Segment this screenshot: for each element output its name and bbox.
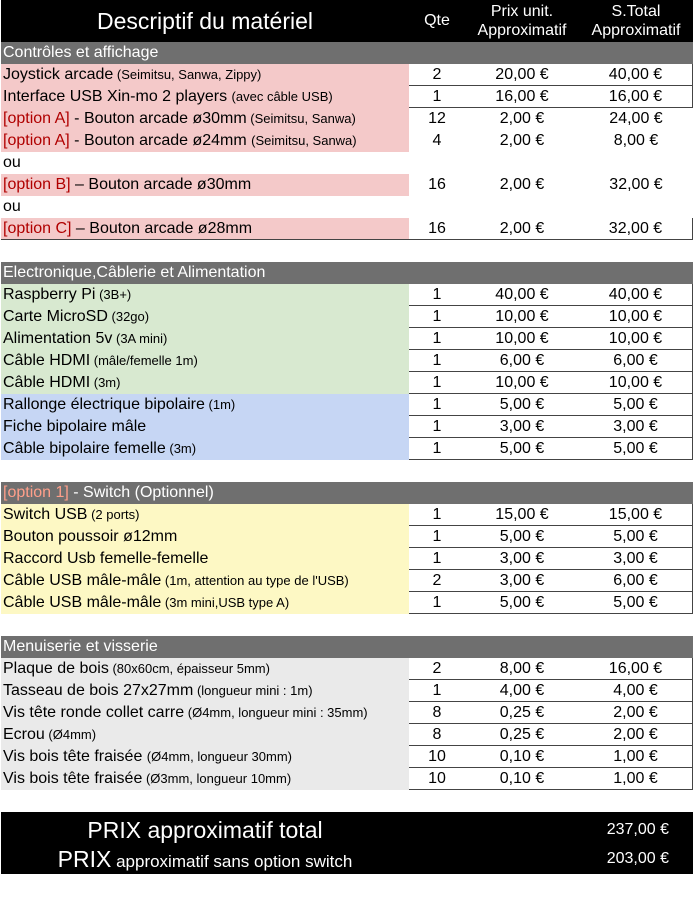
item-detail: (avec câble USB): [231, 89, 333, 104]
item-label: [1, 658, 409, 680]
or-row: [1, 152, 693, 174]
item-qty: 1: [409, 328, 465, 350]
item-subtotal: 8,00 €: [613, 132, 659, 149]
section-title: Electronique,Câblerie et Alimentation: [1, 262, 409, 284]
table-row: [1, 504, 693, 526]
item-unit-price: 10,00 €: [465, 328, 579, 350]
section-fill: [409, 42, 693, 64]
table-row: [1, 724, 693, 746]
item-subtotal: 10,00 €: [579, 306, 693, 328]
item-subtotal: 6,00 €: [579, 350, 693, 372]
section-title: Contrôles et affichage: [1, 42, 409, 64]
item-label: [1, 372, 409, 394]
item-qty: 2: [409, 64, 465, 86]
item-subtotal: 16,00 €: [579, 658, 693, 680]
table-row: [1, 526, 693, 548]
item-label: [1, 680, 409, 702]
item-unit-price: 4,00 €: [465, 680, 579, 702]
item-qty: 16: [409, 218, 465, 240]
item-name: Fiche bipolaire mâle: [3, 418, 147, 435]
item-label: [1, 592, 409, 614]
item-label: [1, 394, 409, 416]
section-title: [1, 482, 409, 504]
spacer: [1, 790, 693, 812]
item-unit-price: 15,00 €: [465, 504, 579, 526]
total-no-switch-prefix: PRIX: [57, 846, 112, 872]
item-label: [1, 130, 409, 152]
table-row: [1, 64, 693, 86]
item-detail: (32go): [107, 309, 150, 324]
table-row: [1, 658, 693, 680]
or-row: [1, 196, 693, 218]
option-tag: [option 1]: [3, 484, 69, 501]
item-qty: 1: [409, 394, 465, 416]
item-qty: 1: [409, 416, 465, 438]
item-subtotal: 1,00 €: [579, 768, 693, 790]
item-qty: 1: [409, 284, 465, 306]
table-row: [1, 548, 693, 570]
item-name: Raspberry Pi: [3, 286, 96, 303]
item-label: [1, 702, 409, 724]
section-title: Menuiserie et visserie: [1, 636, 409, 658]
item-label: [1, 416, 409, 438]
item-name: Ecrou: [3, 726, 45, 743]
table-row: [1, 768, 693, 790]
header-sub-line1: S.Total: [611, 3, 661, 20]
item-qty: 8: [409, 724, 465, 746]
item-subtotal: 5,00 €: [579, 394, 693, 416]
item-name: - Bouton arcade ø24mm: [69, 132, 252, 149]
item-unit-price: 6,00 €: [465, 350, 579, 372]
item-name: Joystick arcade: [3, 66, 114, 83]
table-row: [1, 438, 693, 460]
section-header-woodwork: [1, 636, 693, 658]
total-value: 237,00 €: [606, 821, 669, 838]
item-detail: (1m): [204, 397, 236, 412]
item-detail: (Seimitsu, Sanwa): [251, 133, 357, 148]
item-label: [1, 746, 409, 768]
item-detail: (3m): [90, 375, 121, 390]
table-row: [1, 328, 693, 350]
item-unit-price: 0,25 €: [465, 724, 579, 746]
item-subtotal: 3,00 €: [579, 548, 693, 570]
item-detail: (Seimitsu, Sanwa, Zippy): [113, 67, 262, 82]
item-label: [1, 328, 409, 350]
item-name: Bouton poussoir ø12mm: [3, 528, 178, 545]
table-row: [1, 306, 693, 328]
section-header-electronics: [1, 262, 693, 284]
section-header-controls: [1, 42, 693, 64]
item-subtotal: 6,00 €: [579, 570, 693, 592]
item-subtotal: 1,00 €: [579, 746, 693, 768]
item-unit-price: 3,00 €: [465, 548, 579, 570]
item-label: [1, 526, 409, 548]
section-fill: [409, 262, 693, 284]
item-detail: (3m): [165, 441, 197, 456]
table-row: [1, 218, 693, 240]
item-unit-price: 0,10 €: [465, 746, 579, 768]
table-row: [1, 174, 693, 196]
item-unit-price: 8,00 €: [465, 658, 579, 680]
total-row: [1, 816, 693, 844]
item-unit-price: 2,00 €: [465, 218, 579, 240]
item-label: [1, 108, 409, 130]
item-label: [1, 350, 409, 372]
item-detail: (3A mini): [112, 331, 168, 346]
item-unit-price: 40,00 €: [465, 284, 579, 306]
item-name: Vis bois tête fraisée: [3, 770, 143, 787]
item-label: [1, 548, 409, 570]
item-unit-price: 3,00 €: [465, 416, 579, 438]
total-no-switch-value: 203,00 €: [606, 850, 669, 867]
item-subtotal: 10,00 €: [579, 372, 693, 394]
or-label: ou: [3, 198, 21, 215]
item-name: Interface USB Xin-mo 2 players: [3, 88, 232, 105]
item-detail: (3B+): [95, 287, 132, 302]
item-subtotal: 24,00 €: [609, 110, 663, 127]
header-subtotal: [579, 0, 693, 42]
table-row: [1, 350, 693, 372]
item-name: Rallonge électrique bipolaire: [3, 396, 205, 413]
option-tag: [option A]: [3, 110, 70, 127]
spacer: [1, 460, 693, 482]
item-subtotal: 5,00 €: [579, 592, 693, 614]
header-title: Descriptif du matériel: [96, 8, 314, 34]
item-subtotal: 40,00 €: [579, 64, 693, 86]
item-name: Carte MicroSD: [3, 308, 108, 325]
item-unit-price: 2,00 €: [499, 110, 545, 127]
item-label: [1, 724, 409, 746]
item-name: - Bouton arcade ø30mm: [69, 110, 247, 127]
header-unit-line1: Prix unit.: [490, 3, 554, 20]
item-detail: (Ø4mm): [44, 727, 97, 742]
item-subtotal: 32,00 €: [609, 176, 663, 193]
table-row: [1, 416, 693, 438]
table-row: [1, 680, 693, 702]
item-unit-price: 16,00 €: [465, 86, 579, 108]
item-unit-price: 5,00 €: [465, 526, 579, 548]
item-qty: 10: [409, 768, 465, 790]
spacer: [1, 614, 693, 636]
item-detail: (Ø3mm, longueur 10mm): [142, 771, 292, 786]
item-subtotal: 15,00 €: [579, 504, 693, 526]
header-unit-price: [465, 0, 579, 42]
item-label: [1, 570, 409, 592]
item-label: [1, 306, 409, 328]
equipment-sheet: [1, 0, 693, 874]
item-detail: (3m mini,USB type A): [161, 595, 290, 610]
item-subtotal: 5,00 €: [579, 526, 693, 548]
item-label: [1, 768, 409, 790]
table-header: [1, 0, 693, 42]
item-name: Câble USB mâle-mâle: [3, 572, 162, 589]
item-qty: 10: [409, 746, 465, 768]
item-label: [1, 284, 409, 306]
item-detail: (Seimitsu, Sanwa): [246, 111, 356, 126]
item-name: – Bouton arcade ø30mm: [70, 176, 252, 193]
item-detail: (2 ports): [87, 507, 140, 522]
item-qty: 8: [409, 702, 465, 724]
item-name: Tasseau de bois 27x27mm: [3, 682, 194, 699]
item-qty: 1: [409, 526, 465, 548]
section-header-switch: [1, 482, 693, 504]
item-unit-price: 10,00 €: [465, 372, 579, 394]
item-qty: 12: [428, 110, 446, 127]
item-unit-price: 20,00 €: [465, 64, 579, 86]
section-fill: [409, 482, 693, 504]
or-label: ou: [3, 154, 21, 171]
item-qty: 1: [409, 548, 465, 570]
item-unit-price: 2,00 €: [499, 132, 545, 149]
total-label: PRIX approximatif total: [87, 817, 323, 843]
total-no-switch-row: [1, 846, 693, 872]
item-qty: 1: [409, 350, 465, 372]
item-subtotal: 4,00 €: [579, 680, 693, 702]
item-label: [1, 86, 409, 108]
item-unit-price: 3,00 €: [465, 570, 579, 592]
item-detail: (1m, attention au type de l'USB): [161, 573, 349, 588]
table-row: [1, 394, 693, 416]
item-subtotal: 32,00 €: [579, 218, 693, 240]
item-unit-price: 10,00 €: [465, 306, 579, 328]
item-qty: 1: [409, 592, 465, 614]
item-unit-price: 0,10 €: [465, 768, 579, 790]
item-detail: (80x60cm, épaisseur 5mm): [108, 661, 270, 676]
item-detail: (longueur mini : 1m): [193, 683, 313, 698]
item-qty: 4: [432, 132, 442, 149]
item-subtotal: 3,00 €: [579, 416, 693, 438]
table-row: [1, 130, 693, 152]
item-unit-price: 2,00 €: [499, 176, 545, 193]
item-name: – Bouton arcade ø28mm: [71, 220, 253, 237]
item-qty: 1: [409, 86, 465, 108]
item-name: Raccord Usb femelle-femelle: [3, 550, 209, 567]
total-no-switch-label: [1, 846, 409, 876]
item-qty: 2: [409, 570, 465, 592]
table-row: [1, 108, 693, 130]
item-unit-price: 0,25 €: [465, 702, 579, 724]
item-subtotal: 5,00 €: [579, 438, 693, 460]
option-tag: [option B]: [3, 176, 71, 193]
item-name: Câble HDMI: [3, 374, 91, 391]
item-label: [1, 64, 409, 86]
table-row: [1, 372, 693, 394]
item-label: [1, 438, 409, 460]
option-tag: [option A]: [3, 132, 70, 149]
item-qty: 1: [409, 306, 465, 328]
item-name: Câble bipolaire femelle: [3, 440, 166, 457]
item-name: Switch USB: [3, 506, 88, 523]
item-detail: (Ø4mm, longueur 30mm): [146, 749, 292, 764]
item-unit-price: 5,00 €: [465, 438, 579, 460]
total-no-switch-text: approximatif sans option switch: [111, 852, 353, 871]
item-qty: 16: [428, 176, 446, 193]
item-qty: 1: [409, 504, 465, 526]
item-name: Plaque de bois: [3, 660, 109, 677]
item-label: [1, 504, 409, 526]
item-name: Câble HDMI: [3, 352, 91, 369]
item-label: [1, 218, 409, 240]
item-name: Vis tête ronde collet carre: [3, 704, 185, 721]
spacer: [1, 240, 693, 262]
header-sub-line2: Approximatif: [591, 22, 681, 39]
table-row: [1, 702, 693, 724]
table-row: [1, 746, 693, 768]
totals-block: [1, 812, 693, 874]
item-name: Alimentation 5v: [3, 330, 113, 347]
item-name: Câble USB mâle-mâle: [3, 594, 162, 611]
option-tag: [option C]: [3, 220, 72, 237]
item-subtotal: 40,00 €: [579, 284, 693, 306]
table-row: [1, 284, 693, 306]
item-label: [1, 174, 409, 196]
item-subtotal: 2,00 €: [579, 702, 693, 724]
item-detail: (Ø4mm, longueur mini : 35mm): [184, 705, 368, 720]
item-unit-price: 5,00 €: [465, 394, 579, 416]
item-unit-price: 5,00 €: [465, 592, 579, 614]
section-fill: [409, 636, 693, 658]
table-row: [1, 592, 693, 614]
item-qty: 1: [409, 372, 465, 394]
table-row: [1, 570, 693, 592]
item-subtotal: 16,00 €: [579, 86, 693, 108]
item-name: Vis bois tête fraisée: [3, 748, 147, 765]
header-qty: Qte: [424, 12, 450, 29]
item-subtotal: 2,00 €: [579, 724, 693, 746]
section-title-rest: - Switch (Optionnel): [68, 484, 214, 501]
item-subtotal: 10,00 €: [579, 328, 693, 350]
item-detail: (mâle/femelle 1m): [90, 353, 198, 368]
item-qty: 1: [409, 680, 465, 702]
item-qty: 2: [409, 658, 465, 680]
item-qty: 1: [409, 438, 465, 460]
table-row: [1, 86, 693, 108]
header-unit-line2: Approximatif: [477, 22, 567, 39]
